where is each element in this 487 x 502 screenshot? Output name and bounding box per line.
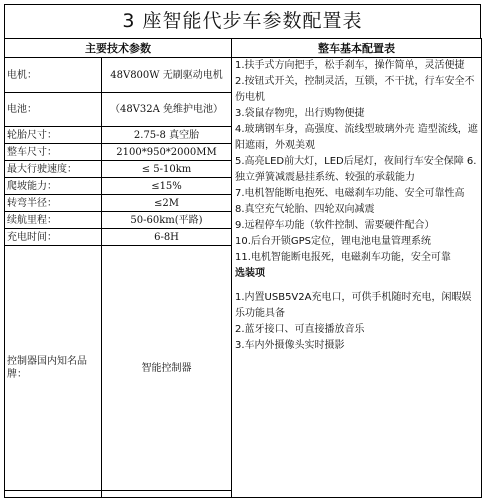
config-item: 11.电机智能断电报死，电磁刹车功能，安全可靠	[235, 252, 451, 263]
spec-label: 电池：	[5, 93, 102, 127]
spec-value: 50-60km(平路)	[102, 212, 232, 229]
spec-value: ≤15%	[102, 178, 232, 195]
spec-value: 2100*950*2000MM	[102, 144, 232, 161]
config-item: 9.远程停车功能（软件控制、需要硬件配合）	[235, 220, 435, 231]
config-item: 7.电机智能断电抱死、电磁刹车功能、安全可靠性高	[235, 188, 465, 199]
optional-item: 1.内置USB5V2A充电口，可供手机随时充电，闲暇娱乐功能具备	[235, 292, 472, 319]
config-item: 3.袋鼠存物兜，出行购物便捷	[235, 108, 365, 119]
spec-label: 爬坡能力：	[5, 178, 102, 195]
spec-label: 电机：	[5, 58, 102, 93]
spec-label: 转弯半径：	[5, 195, 102, 212]
spec-label: 充电时间：	[5, 229, 102, 246]
config-item: 1.扶手式方向把手，松手刹车，操作简单，灵活便捷	[235, 60, 465, 71]
config-item: 2.按钮式开关，控制灵活，互锁，不干扰，行车安全不伤电机	[235, 76, 475, 103]
blank-cell	[102, 491, 232, 498]
spec-label: 轮胎尺寸：	[5, 127, 102, 144]
spec-table	[4, 38, 482, 498]
specs-header: 主要技术参数	[5, 39, 232, 58]
optional-title: 选装项	[235, 268, 265, 279]
config-item: 10.后台开锁GPS定位，锂电池电量管理系统	[235, 236, 432, 247]
spec-value: ≤2M	[102, 195, 232, 212]
spec-label: 整车尺寸：	[5, 144, 102, 161]
config-item: 5.高亮LED前大灯，LED后尾灯，夜间行车安全保障 6.独立弹簧减震悬挂系统、较强的承载能力	[235, 156, 477, 183]
config-item: 4.玻璃钢车身，高强度、流线型玻璃外壳 造型流线，遮阳遮雨，外观美观	[235, 124, 478, 151]
config-cell	[232, 58, 482, 498]
optional-item: 2.蓝牙接口、可直接播放音乐	[235, 324, 365, 335]
blank-cell	[5, 491, 102, 498]
spec-value: ≤ 5-10km	[102, 161, 232, 178]
header-row	[5, 39, 482, 58]
spec-value: 智能控制器	[102, 246, 232, 491]
spec-value: 2.75-8 真空胎	[102, 127, 232, 144]
config-item: 8.真空充气轮胎、四轮双向减震	[235, 204, 375, 215]
table-row	[5, 58, 482, 93]
config-header: 整车基本配置表	[232, 39, 482, 58]
spec-value: 48V800W 无刷驱动电机	[102, 58, 232, 93]
optional-item: 3.车内外摄像头实时摄影	[235, 340, 345, 351]
spec-label: 控制器国内知名品牌：	[5, 246, 102, 491]
spec-value: 6-8H	[102, 229, 232, 246]
spec-value: （48V32A 免维护电池）	[102, 93, 232, 127]
spec-label: 续航里程：	[5, 212, 102, 229]
spec-label: 最大行驶速度：	[5, 161, 102, 178]
page-title: 3 座智能代步车参数配置表	[4, 4, 481, 39]
